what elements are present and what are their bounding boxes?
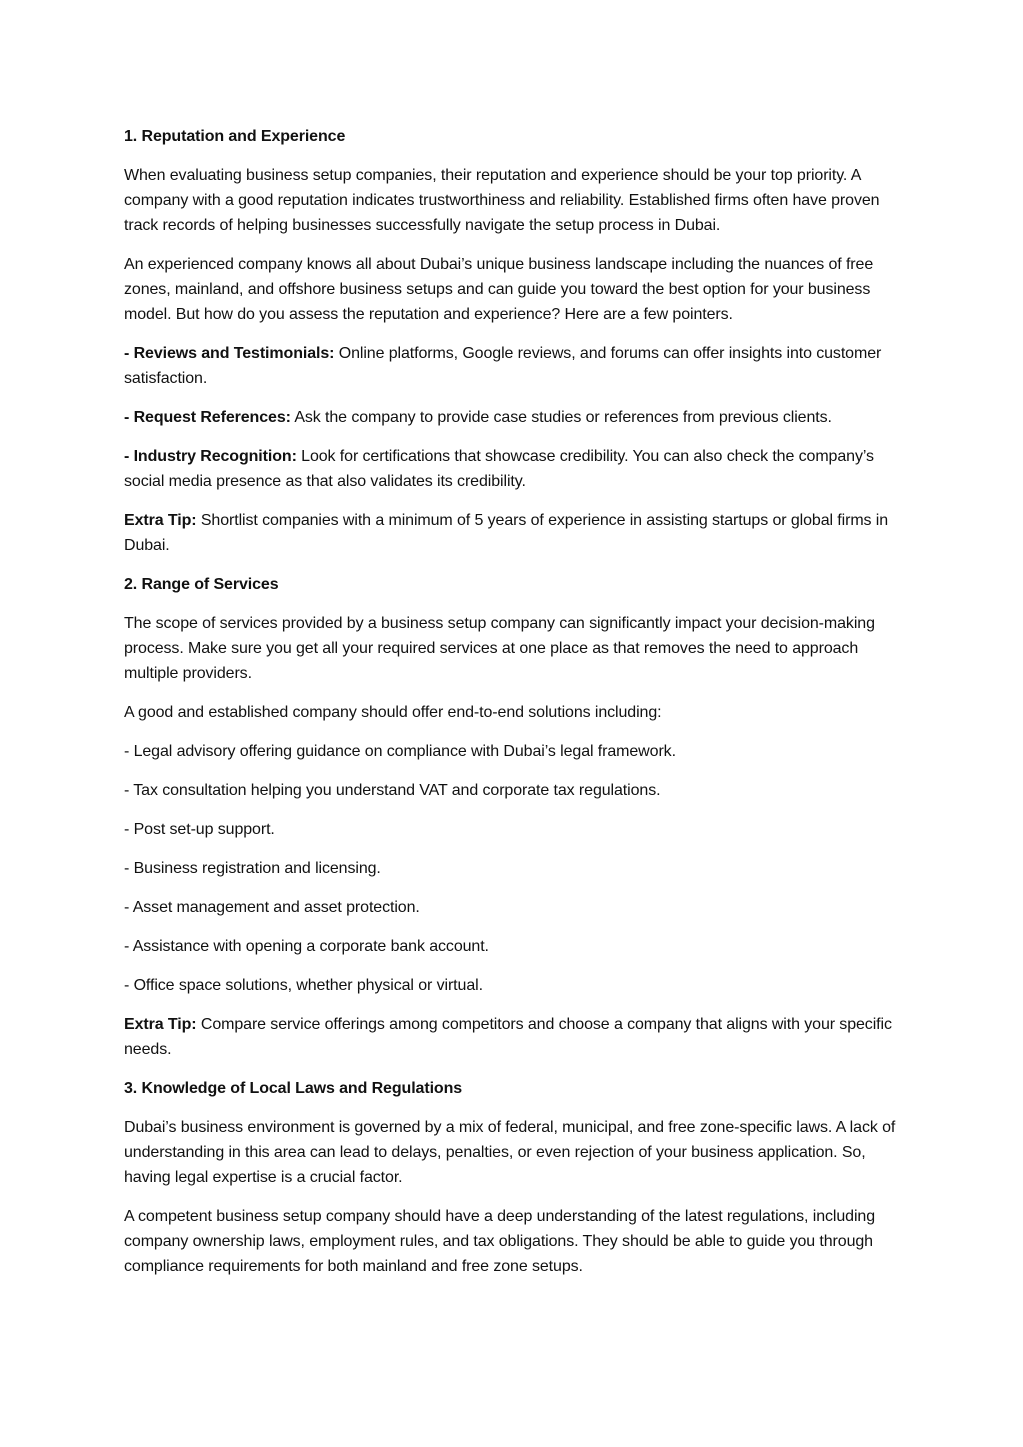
section-heading: 3. Knowledge of Local Laws and Regulations bbox=[124, 1080, 463, 1097]
document-page bbox=[124, 124, 900, 1293]
section-heading: 1. Reputation and Experience bbox=[124, 128, 346, 145]
pointer-item bbox=[124, 405, 900, 430]
pointer-text: Ask the company to provide case studies or references from previous clients. bbox=[290, 409, 832, 426]
pointer-text: Look for certifications that showcase credibility. You can also check the company’s social media presence as that also validates its credibility. bbox=[124, 448, 874, 490]
paragraph: A competent business setup company should have a deep understanding of the latest regulations, including company ownership laws, employment rules, and tax obligations. They should be able to guide you through compliance requirements for both mainland and free zone setups. bbox=[124, 1208, 875, 1275]
list-item: - Post set-up support. bbox=[124, 821, 275, 838]
paragraph: When evaluating business setup companies, their reputation and experience should be your top priority. A company with a good reputation indicates trustworthiness and reliability. Established firms often have proven track records of helping businesses successfully navigate the setup process in Dubai. bbox=[124, 167, 880, 234]
paragraph: A good and established company should offer end-to-end solutions including: bbox=[124, 704, 662, 721]
list-item: - Legal advisory offering guidance on compliance with Dubai’s legal framework. bbox=[124, 743, 676, 760]
list-item: - Business registration and licensing. bbox=[124, 860, 381, 877]
tip-label: Extra Tip: bbox=[124, 1016, 197, 1033]
pointer-label: - Industry Recognition: bbox=[124, 448, 297, 465]
section-heading: 2. Range of Services bbox=[124, 576, 279, 593]
tip-label: Extra Tip: bbox=[124, 512, 197, 529]
list-item: - Tax consultation helping you understand VAT and corporate tax regulations. bbox=[124, 782, 661, 799]
list-item: - Assistance with opening a corporate bank account. bbox=[124, 938, 489, 955]
pointer-label: - Reviews and Testimonials: bbox=[124, 345, 335, 362]
pointer-item bbox=[124, 341, 900, 391]
paragraph: The scope of services provided by a business setup company can significantly impact your decision-making process. Make sure you get all your required services at one place as that removes the need to approach multiple providers. bbox=[124, 615, 875, 682]
pointer-label: - Request References: bbox=[124, 409, 291, 426]
pointer-item bbox=[124, 444, 900, 494]
extra-tip bbox=[124, 508, 900, 558]
pointer-text: Online platforms, Google reviews, and forums can offer insights into customer satisfaction. bbox=[124, 345, 882, 387]
paragraph: An experienced company knows all about Dubai’s unique business landscape including the nuances of free zones, mainland, and offshore business setups and can guide you toward the best option for your business model. But how do you assess the reputation and experience? Here are a few pointers. bbox=[124, 256, 874, 323]
list-item: - Asset management and asset protection. bbox=[124, 899, 420, 916]
tip-text: Compare service offerings among competitors and choose a company that aligns with your specific needs. bbox=[124, 1016, 892, 1058]
tip-text: Shortlist companies with a minimum of 5 years of experience in assisting startups or global firms in Dubai. bbox=[124, 512, 889, 554]
paragraph: Dubai’s business environment is governed by a mix of federal, municipal, and free zone-specific laws. A lack of understanding in this area can lead to delays, penalties, or even rejection of your business application. So, having legal expertise is a crucial factor. bbox=[124, 1119, 896, 1186]
list-item: - Office space solutions, whether physical or virtual. bbox=[124, 977, 483, 994]
extra-tip bbox=[124, 1012, 900, 1062]
